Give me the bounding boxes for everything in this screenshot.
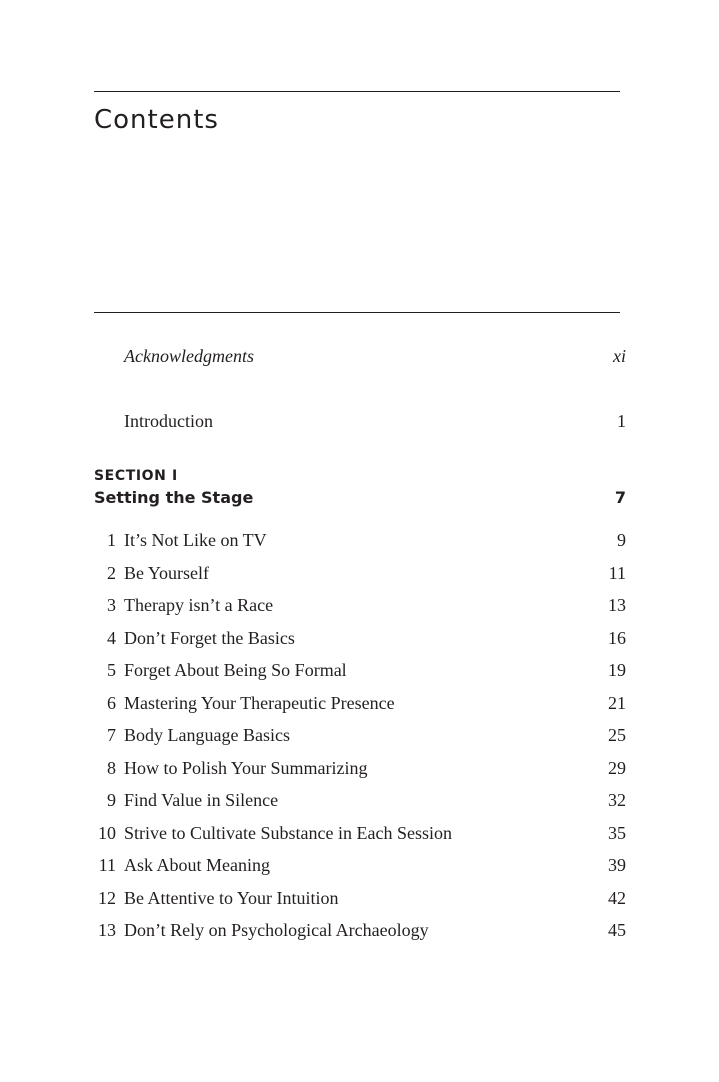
section-title: Setting the Stage: [94, 488, 254, 507]
toc-entry-title: Introduction: [124, 411, 213, 431]
chapter-number: 2: [107, 563, 116, 583]
toc-entry-introduction[interactable]: [94, 408, 626, 434]
chapter-number: 4: [107, 628, 116, 648]
chapter-number: 9: [107, 790, 116, 810]
section-page: 7: [614, 488, 626, 507]
toc-entry-title: Acknowledgments: [124, 346, 254, 366]
chapter-page: 39: [608, 855, 626, 875]
toc-chapter[interactable]: [94, 917, 626, 943]
chapter-number: 10: [98, 823, 116, 843]
chapter-page: 16: [608, 628, 626, 648]
chapter-title: Strive to Cultivate Substance in Each Session: [124, 823, 452, 843]
toc-entry-acknowledgments[interactable]: [94, 343, 626, 369]
chapter-title: Don’t Rely on Psychological Archaeology: [124, 920, 429, 940]
toc-chapter[interactable]: [94, 820, 626, 846]
chapter-title: Mastering Your Therapeutic Presence: [124, 693, 395, 713]
chapter-page: 19: [608, 660, 626, 680]
chapter-title: Be Attentive to Your Intuition: [124, 888, 339, 908]
section-label: SECTION I: [94, 468, 178, 484]
chapter-title: Body Language Basics: [124, 725, 290, 745]
chapter-number: 11: [98, 855, 116, 875]
chapter-title: It’s Not Like on TV: [124, 530, 267, 550]
chapter-number: 7: [107, 725, 116, 745]
toc-chapter[interactable]: [94, 852, 626, 878]
chapter-page: 32: [608, 790, 626, 810]
toc-chapter[interactable]: [94, 657, 626, 683]
toc-chapter[interactable]: [94, 592, 626, 618]
chapter-title: How to Polish Your Summarizing: [124, 758, 368, 778]
chapter-page: 25: [608, 725, 626, 745]
chapter-title: Forget About Being So Formal: [124, 660, 347, 680]
chapter-page: 13: [608, 595, 626, 615]
page-title: Contents: [94, 105, 219, 135]
chapter-title: Therapy isn’t a Race: [124, 595, 274, 615]
chapter-title: Find Value in Silence: [124, 790, 279, 810]
chapter-number: 5: [107, 660, 116, 680]
chapter-page: 11: [608, 563, 626, 583]
toc-chapter[interactable]: [94, 722, 626, 748]
top-rule: [94, 91, 620, 92]
chapter-page: 35: [608, 823, 626, 843]
chapter-number: 12: [98, 888, 116, 908]
toc-chapter[interactable]: [94, 527, 626, 553]
chapter-page: 45: [608, 920, 626, 940]
chapter-number: 1: [107, 530, 116, 550]
chapter-number: 3: [107, 595, 116, 615]
toc-entry-page: 1: [617, 411, 626, 431]
section-heading[interactable]: [94, 486, 626, 510]
chapter-title: Ask About Meaning: [124, 855, 270, 875]
toc-chapter[interactable]: [94, 560, 626, 586]
chapter-page: 29: [608, 758, 626, 778]
toc-chapter[interactable]: [94, 625, 626, 651]
toc-chapter[interactable]: [94, 885, 626, 911]
chapter-page: 42: [608, 888, 626, 908]
toc-chapter[interactable]: [94, 755, 626, 781]
chapter-page: 21: [608, 693, 626, 713]
chapter-number: 13: [98, 920, 116, 940]
bottom-rule: [94, 312, 620, 313]
chapter-title: Don’t Forget the Basics: [124, 628, 295, 648]
chapter-page: 9: [617, 530, 626, 550]
chapter-number: 6: [107, 693, 116, 713]
chapter-title: Be Yourself: [124, 563, 210, 583]
toc-entry-page: xi: [613, 346, 626, 366]
toc-chapter[interactable]: [94, 787, 626, 813]
toc-chapter[interactable]: [94, 690, 626, 716]
chapter-number: 8: [107, 758, 116, 778]
